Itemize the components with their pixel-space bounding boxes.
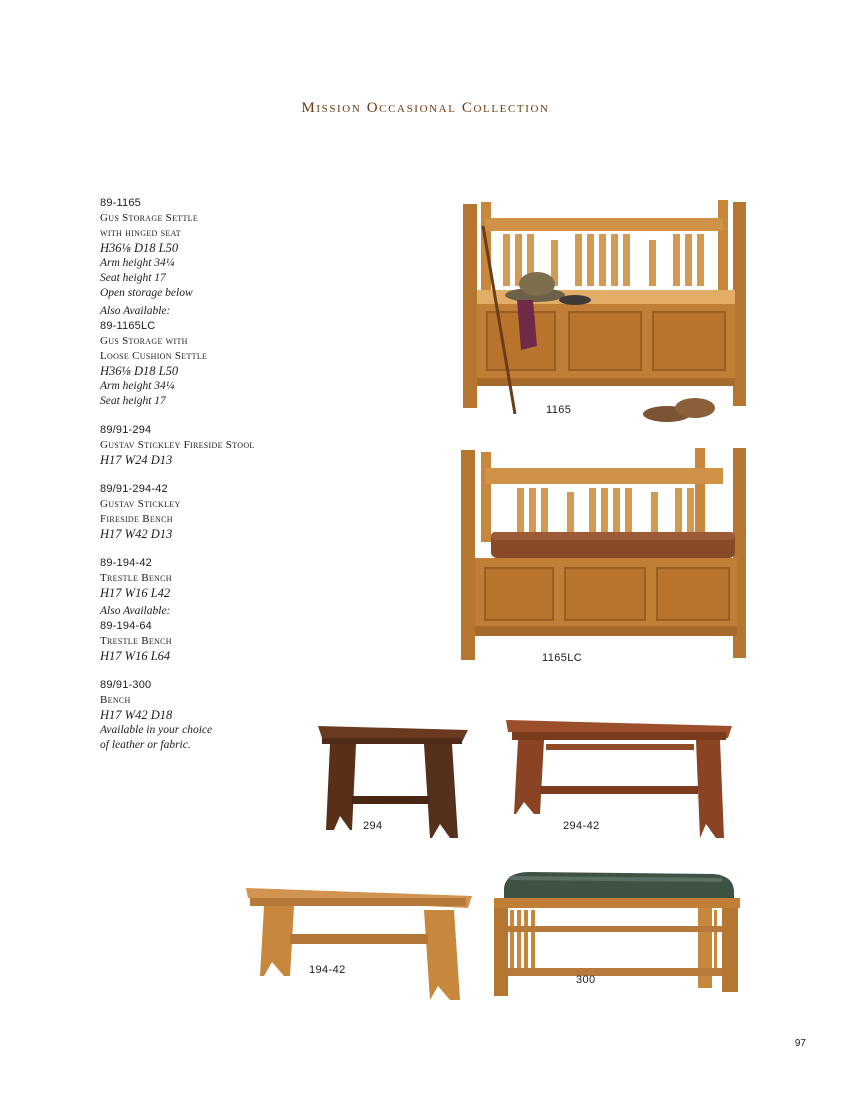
item-code: 89-1165LC (100, 320, 156, 332)
item-code: 89/91-294 (100, 424, 152, 436)
item-name-line: Trestle Bench (100, 635, 172, 647)
spec-entry-294-42 (100, 482, 310, 542)
item-name-line: Gus Storage Settle (100, 212, 199, 224)
leather-bench-photo (490, 868, 742, 1004)
item-note: Seat height 17 (100, 272, 166, 284)
spec-entry-300 (100, 678, 310, 753)
caption-fireside-bench: 294-42 (563, 820, 600, 832)
also-available-label: Also Available: (100, 305, 171, 317)
item-name-line: Gus Storage with (100, 335, 188, 347)
page-number: 97 (794, 1038, 806, 1049)
item-code: 89-194-42 (100, 557, 152, 569)
item-dimensions: H36⅛ D18 L50 (100, 364, 179, 378)
fireside-stool-photo (312, 718, 477, 848)
item-dimensions: H17 W16 L42 (100, 586, 171, 600)
item-name-line: Fireside Bench (100, 513, 173, 525)
also-available-label: Also Available: (100, 605, 171, 617)
caption-stool: 294 (363, 820, 383, 832)
item-code: 89/91-294-42 (100, 483, 168, 495)
item-note: Arm height 34¼ (100, 257, 175, 269)
settle-cushion-photo (455, 444, 755, 664)
item-name-line: with hinged seat (100, 227, 181, 239)
caption-settle: 1165 (546, 404, 572, 416)
spec-list (100, 196, 310, 753)
item-name-line: Bench (100, 694, 131, 706)
item-code: 89/91-300 (100, 679, 152, 691)
item-dimensions: H17 W42 D13 (100, 527, 173, 541)
spec-entry-194-42 (100, 556, 310, 664)
fireside-bench-photo (500, 714, 740, 849)
item-dimensions: H17 W16 L64 (100, 649, 171, 663)
item-note: Available in your choice (100, 724, 213, 736)
item-note: of leather or fabric. (100, 739, 191, 751)
trestle-bench-photo (242, 876, 478, 1006)
item-dimensions: H36⅛ D18 L50 (100, 241, 179, 255)
item-dimensions: H17 W24 D13 (100, 453, 173, 467)
spec-entry-294 (100, 423, 310, 468)
item-name-line: Trestle Bench (100, 572, 172, 584)
item-name-line: Gustav Stickley (100, 498, 181, 510)
caption-trestle-bench: 194-42 (309, 964, 346, 976)
caption-settle-lc: 1165LC (542, 652, 583, 664)
page-title: Mission Occasional Collection (301, 100, 550, 116)
spec-entry-1165 (100, 196, 310, 409)
item-dimensions: H17 W42 D18 (100, 708, 173, 722)
item-note: Arm height 34¼ (100, 380, 175, 392)
item-name-line: Gustav Stickley Fireside Stool (100, 439, 255, 451)
item-note: Open storage below (100, 287, 193, 299)
caption-bench: 300 (576, 974, 596, 986)
settle-storage-photo (455, 196, 755, 426)
item-note: Seat height 17 (100, 395, 166, 407)
item-name-line: Loose Cushion Settle (100, 350, 208, 362)
item-code: 89-1165 (100, 197, 141, 209)
item-code: 89-194-64 (100, 620, 152, 632)
